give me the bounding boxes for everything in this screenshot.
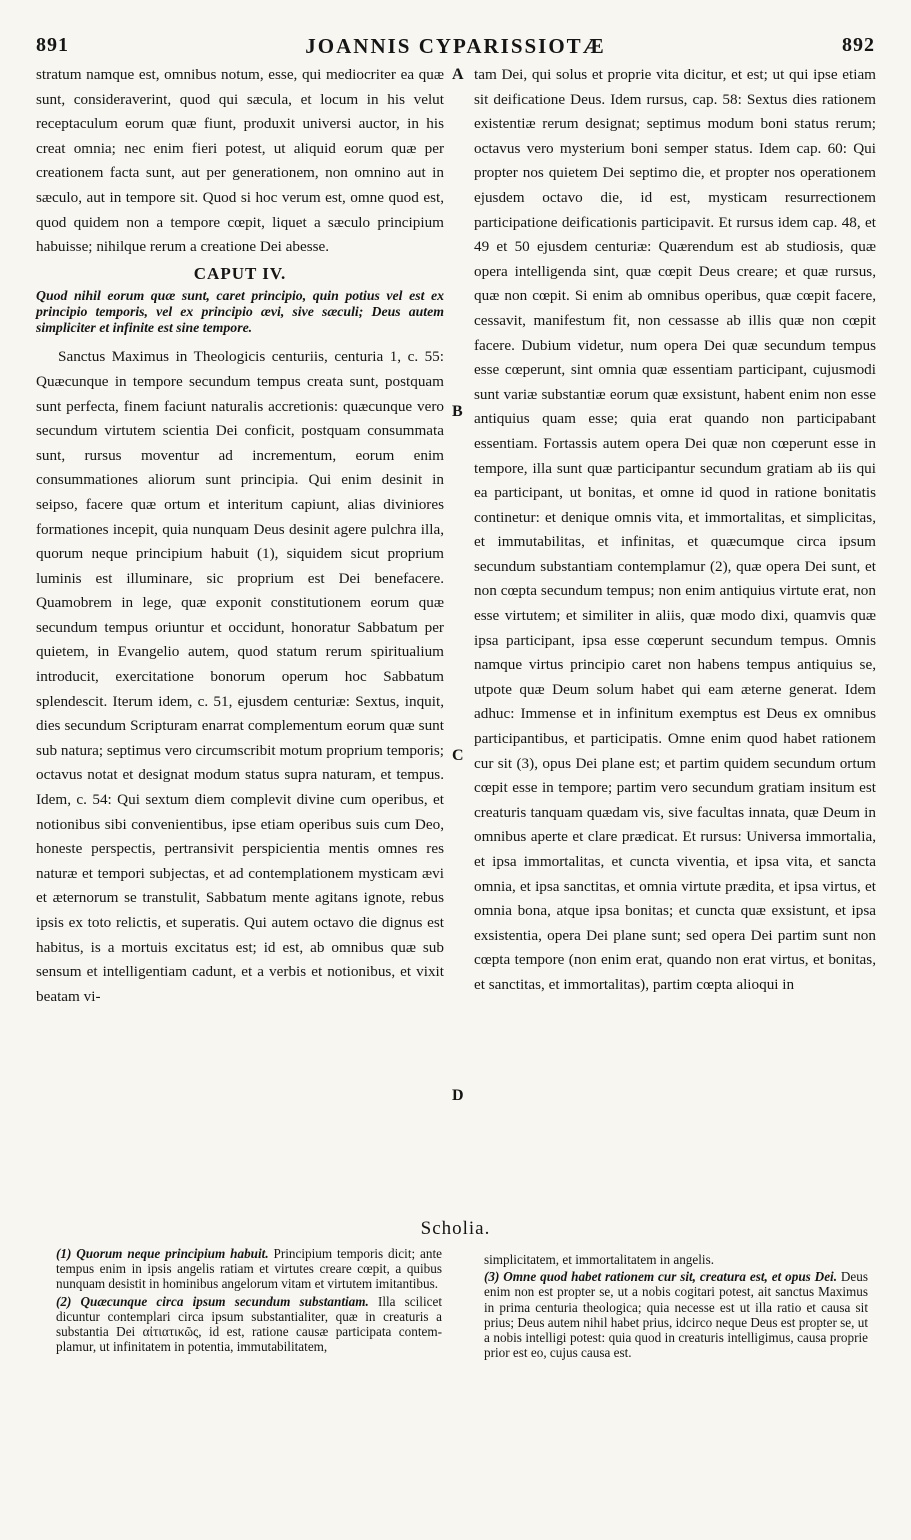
left-column [36,63,444,1009]
scholion-3-lemma: (3) Omne quod habet rationem cur sit, creatura est, et opus Dei. [484,1269,838,1285]
running-title: JOANNIS CYPARISSIOTÆ [305,34,606,58]
scholion-1-text: Principium temporis dicit; ante tempus enim in ipsis angelis ratiam et virtutes creare cœpit, a quibus nunquam desistit in hominibus angelorum vitam et virtutem imitantibus. [56,1246,443,1292]
scholia-heading: Scholia. [420,1218,491,1239]
chapter-heading: CAPUT IV. [193,263,287,283]
scholion-1 [56,1246,442,1292]
scholion-2-lemma: (2) Quæcunque circa ipsum secundum substantiam. [56,1293,369,1309]
scholia-right-column [484,1252,868,1360]
page-number-right: 892 [842,34,875,56]
scholion-3 [484,1269,868,1360]
chapter-summary: Quod nihil eorum quæ sunt, caret principio, quin potius vel est ex principio temporis, vel ex principio ævi, sive sæculi; Deus autem simpliciter et infinite est sine tempore. [36,288,444,336]
scholion-3-text: Deus enim non est propter se, ut a nobis cogitari potest, ait sanctus Maximus in prima centuria theologica; quia necesse est ut illa ratio et causa sit prius; Deus autem nihil habet prius, idcirco neque Deus est propter se, ut a nobis intelligi potest: quia quod in creaturis intelligimus, causa proprie prior est eo, cujus causa est. [484,1269,869,1361]
margin-marker-c: C [452,747,464,764]
left-body-paragraph: Sanctus Maximus in Theologicis centuriis, centuria 1, c. 55: Quæcunque in tempore secundum tempus creata sunt, postquam sunt perfecta, finem faciunt naturalis accretionis: quæcunque vero secundum virtutem scientia Dei conficit, postquam consummata sunt, rursus moventur ad incrementum, eorum enim consummationes aliorum sunt principia. Qui enim desinit in seipso, facere quæ ortum et interitum capiunt, alias diviniores formationes incepit, quia nunquam Deus desinit agere pulchra illa, quorum neque principium habuit (1), siquidem sicut proprium luminis est illuminare, sic proprium est Dei benefacere. Quamobrem in lege, quæ exponit constitutionem eorum quæ secundum tempus oriuntur et occidunt, honoratur Sabbatum per quietem, in Evangelio autem, quod statum rerum spiritualium introducit, exercitatione bonorum operum hoc Sabbatum splendescit. Iterum idem, c. 51, ejusdem centuriæ: Sextus, inquit, dies secundum Scripturam enarrat complementum eorum quæ sunt sub natura; septimus vero circumscribit motum proprium temporis; octavus notat et designat modum status supra naturam, et tempus. Idem, c. 54: Qui sextum diem complevit divine cum operibus, et notionibus sibi convenientibus, ipse etiam operibus suis cum Deo, honeste perspectis, pertransivit perspicientia mentis omnes res naturæ et tempori subjectas, et ad contemplationem mysticam ævi et æternorum se transtulit, Sabbatum mente agitans ignote, rebus ipsis ex toto relictis, et superatis. Qui autem octavo die dignus est habitus, is a mortuis excitatus est; id est, ab omnibus quæ sub sensum et intelligentiam cadunt, et a verbis et notionibus, et vixit beatam vi- [36,348,444,1005]
margin-marker-a: A [452,66,464,83]
scholion-2 [56,1294,442,1355]
margin-marker-b: B [452,403,463,420]
left-intro-paragraph: stratum namque est, omnibus notum, esse, qui mediocriter ea quæ sunt, consideraverint, quod qui sæcula, et locum in his velut receptaculum eorum quæ fiunt, produxit universi auctor, in his creat omnia; nec enim fieri potest, ut aliquid eorum quæ per creationem facta sunt, aut per generationem, non omnino aut in sæculo, aut in tempore sit. Quod si hoc verum est, omne quod est, quod quidem non a tempore cœpit, liquet a sæculo principium habuisse; nihilque rerum a creatione Dei abesse. [36,66,444,256]
scholia-left-column [56,1246,442,1354]
scholion-2-text: Illa scilicet dicuntur contemplari circa ipsum substantialiter, quæ in creaturis a substantia Dei αἰτιατικῶς, id est, ratione causæ participata contemplamur, ut infinitatem in potentia, immutabilitatem, [56,1293,442,1355]
scholion-2-continuation: simplicitatem, et immortalitatem in angelis. [484,1252,714,1267]
right-body-paragraph: tam Dei, qui solus et proprie vita dicitur, et est; ut qui ipse etiam sit deificatione Deus. Idem rursus, cap. 58: Sextus dies rationem existentiæ rerum designat; septimus modum boni status rerum; octavus vero mysterium boni semper status. Idem cap. 60: Qui propter nos quietem Dei septimo die, et propter nos operationem ejusdem octavo die, id est, mysticam resurrectionem participatione deificationis participavit. Et rursus idem cap. 48, et 49 et 50 ejusdem centuriæ: Quærendum est ab studiosis, quæ opera intelligenda sint, quæ cœpit Deus creare; et quæ rursus, quæ non cœpit. Si enim ab omnibus operibus, quæ cœpit facere, cessavit, manifestum fit, non cessasse ab illis quæ non cœpit facere. Dubium videtur, num opera Dei quæ secundum tempus esse cœperunt, sint omnia quæ essentiam participant, cujusmodi sunt variæ substantiæ eorum quæ exsistunt, habent enim non esse antiquius quam esse; quia erat quando non participabant essentiam. Fortassis autem opera Dei quæ non cœperunt esse in tempore, illa sunt quæ participantur secundum gratiam ab iis qui ea participant, ut bonitas, et omne id quod in ratione bonitatis continetur: et denique omnis vita, et immortalitas, et simplicitas, et immutabilitas, et infinitas, et quæcumque circa ipsum secundum substantiam contemplamur (2), quæ opera Dei sunt, et non cœpta secundum tempus; non enim antiquius virtute erat, non esse virtutem; et similiter in aliis, quæ modo dixi, quamvis quæ ipsa participant, ipsa esse cœperunt secundum tempus. Omnis namque virtus principio caret non habens tempus antiquius se, utpote quæ Deum solum habet qui eam æterne generat. Idem adhuc: Immense et in infinitum exemptus est Deus ex omnibus participantibus, et participatis. Omne enim quod habet rationem cur sit (3), opus Dei plane est; et partim quidem secundum ortum cœpit esse in tempore; partim vero secundum gratiam insitum est creaturis tanquam quædam vis, sive facultas innata, quæ Deum in omnibus aperte et clare prædicat. Et rursus: Universa immortalia, et ipsa immortalitas, et cuncta viventia, et ipsa vita, et sancta omnia, et ipsa sanctitas, et omnia virtute prædita, et ipsa virtus, et omnia bona, atque ipsa bonitas; et cuncta quæ exsistunt, et ipsa exsistentia, opera Dei plane sunt; sed opera Dei partim sunt non cœpta tempore (non enim erat, quando non erat virtus, et bonitas, et sanctitas, et immortalitas), partim cœpta alioqui in [474,66,876,993]
margin-marker-d: D [452,1087,464,1104]
scholion-1-lemma: (1) Quorum neque principium habuit. [56,1246,269,1261]
running-header [0,34,911,64]
right-column [474,63,876,998]
page-number-left: 891 [36,34,69,56]
